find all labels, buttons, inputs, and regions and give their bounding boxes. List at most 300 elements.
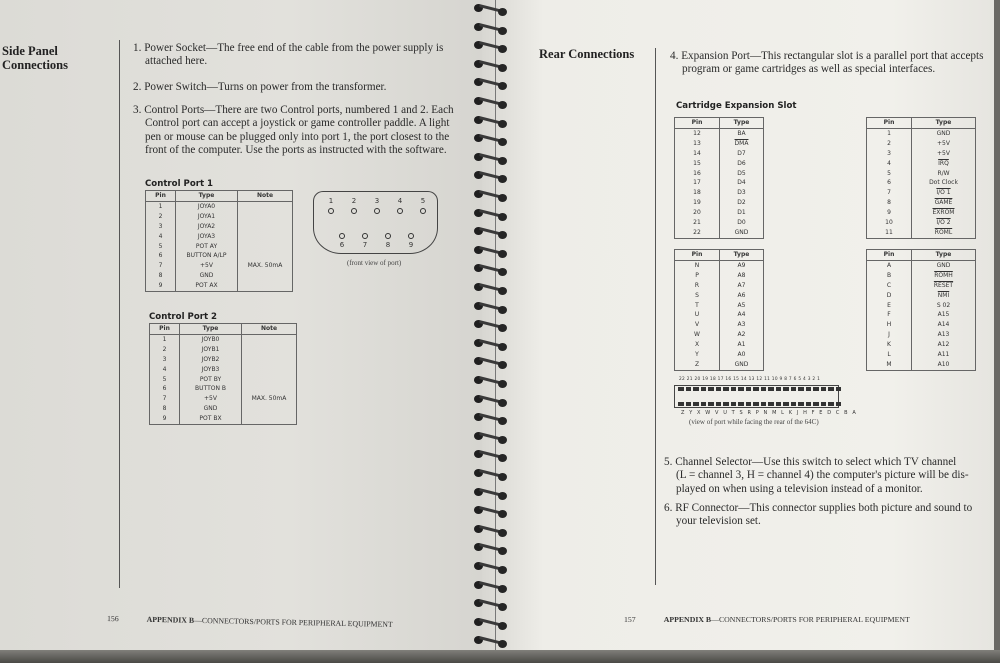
table-cell <box>242 334 297 344</box>
spiral-coil-icon <box>472 225 512 239</box>
table-row <box>867 178 976 188</box>
edge-contact-icon <box>836 402 842 406</box>
table-row <box>867 128 976 138</box>
table-cell: POT BY <box>180 375 242 385</box>
table-cell: 11 <box>867 228 912 238</box>
edge-contact-icon <box>738 387 744 391</box>
edge-contact-icon <box>723 387 729 391</box>
table-cell <box>242 384 297 394</box>
table-cell: 20 <box>675 208 720 218</box>
table-cell: 3 <box>150 355 180 365</box>
pin-hole-icon <box>328 208 334 214</box>
spiral-coil-icon <box>472 39 512 53</box>
table-cell: BA <box>720 128 764 138</box>
table-cell: A14 <box>912 320 976 330</box>
pin-hole-icon <box>385 233 391 239</box>
table-row <box>675 301 764 311</box>
edge-contact-icon <box>791 402 797 406</box>
table-row <box>150 345 297 355</box>
edge-contact-icon <box>678 387 684 391</box>
footer-title: —CONNECTORS/PORTS FOR PERIPHERAL EQUIPMENT <box>194 615 393 629</box>
edge-contact-icon <box>821 402 827 406</box>
spiral-coil-icon <box>472 634 512 648</box>
table-cell: 21 <box>675 218 720 228</box>
table-row <box>867 301 976 311</box>
table-cell: I/O 2 <box>912 218 976 228</box>
table-cell: A0 <box>720 350 764 360</box>
edge-contact-icon <box>768 402 774 406</box>
table-row <box>867 330 976 340</box>
table-cell: W <box>675 330 720 340</box>
table-cell: A7 <box>720 281 764 291</box>
edge-contact-icon <box>783 402 789 406</box>
edge-contact-icon <box>746 402 752 406</box>
column-header: Type <box>720 250 764 261</box>
table-cell: D7 <box>720 149 764 159</box>
table-cell: GND <box>720 360 764 370</box>
table-cell: JOYA1 <box>176 212 238 222</box>
column-header: Type <box>912 118 976 129</box>
spiral-coil-icon <box>472 114 512 128</box>
pin-number-label: 7 <box>362 241 368 249</box>
table-row <box>146 232 293 242</box>
table-row <box>150 334 297 344</box>
edge-contact-icon <box>731 387 737 391</box>
edge-contact-icon <box>821 387 827 391</box>
column-header: Pin <box>146 191 176 202</box>
table-row <box>867 260 976 270</box>
table-cell: A8 <box>720 271 764 281</box>
edge-contact-icon <box>693 387 699 391</box>
table-cell: JOYA3 <box>176 232 238 242</box>
table-cell: A4 <box>720 310 764 320</box>
table-row <box>675 208 764 218</box>
table-cell: 6 <box>150 384 180 394</box>
table-row <box>867 291 976 301</box>
spiral-coil-icon <box>472 355 512 369</box>
column-header: Type <box>720 118 764 129</box>
table-cell: N <box>675 260 720 270</box>
pin-hole-icon <box>408 233 414 239</box>
page-number: 157 <box>624 615 636 624</box>
table-cell: D6 <box>720 159 764 169</box>
spiral-coil-icon <box>472 244 512 258</box>
section-title-rear-connections: Rear Connections <box>539 47 635 61</box>
edge-contact-icon <box>813 387 819 391</box>
column-header: Type <box>180 324 242 335</box>
table-cell: JOYB3 <box>180 365 242 375</box>
table-cell: Y <box>675 350 720 360</box>
table-cell <box>242 414 297 424</box>
table-cell: T <box>675 301 720 311</box>
table-cell: 9 <box>150 414 180 424</box>
table-cell: 2 <box>867 139 912 149</box>
table-row <box>150 355 297 365</box>
table-cell: 1 <box>146 201 176 211</box>
table-cell: A6 <box>720 291 764 301</box>
table-cell <box>238 251 293 261</box>
item-control-ports <box>133 104 478 158</box>
spiral-coil-icon <box>472 467 512 481</box>
table-cell: I/O 1 <box>912 188 976 198</box>
page-edge <box>994 0 1000 663</box>
edge-contact-icon <box>783 387 789 391</box>
table-cell: MAX. 50mA <box>242 394 297 404</box>
spiral-coil-icon <box>472 207 512 221</box>
table-row <box>867 208 976 218</box>
cartridge-table-pins-a-m <box>866 249 976 371</box>
table-cell <box>242 355 297 365</box>
text-line: played on when using a television instead of a monitor. <box>676 482 923 495</box>
table-cell: Z <box>675 360 720 370</box>
table-cell <box>238 271 293 281</box>
text-line: 3. Control Ports—There are two Control ports, numbered 1 and 2. Each <box>133 104 454 116</box>
table-cell: 2 <box>150 345 180 355</box>
edge-contact-icon <box>836 387 842 391</box>
column-header: Note <box>242 324 297 335</box>
table-cell: JOYB2 <box>180 355 242 365</box>
table-row <box>675 149 764 159</box>
table-cell <box>238 201 293 211</box>
column-header: Type <box>912 250 976 261</box>
edge-top-pin-labels: 22 21 20 19 18 17 16 15 14 13 12 11 10 9 8 7 6 5 4 3 2 1 <box>679 377 821 382</box>
table-cell: JOYB0 <box>180 334 242 344</box>
pin-number-label: 5 <box>420 197 426 205</box>
text-line: attached here. <box>145 55 208 68</box>
spiral-coil-icon <box>472 579 512 593</box>
cartridge-table-pins-n-z <box>674 249 764 371</box>
table-cell <box>238 232 293 242</box>
footer-title: —CONNECTORS/PORTS FOR PERIPHERAL EQUIPMENT <box>711 615 910 624</box>
table-cell: +5V <box>176 261 238 271</box>
table-row <box>675 128 764 138</box>
spiral-coil-icon <box>472 151 512 165</box>
table-cell: 7 <box>146 261 176 271</box>
item-expansion-port <box>670 50 990 77</box>
table-cell: P <box>675 271 720 281</box>
table-cell: S 02 <box>912 301 976 311</box>
table-cell: EXROM <box>912 208 976 218</box>
spiral-coil-icon <box>472 300 512 314</box>
table-cell: 22 <box>675 228 720 238</box>
table-row <box>867 159 976 169</box>
spiral-coil-icon <box>472 374 512 388</box>
table-cell: 16 <box>675 169 720 179</box>
table-cell: +5V <box>912 149 976 159</box>
table-cell: A <box>867 260 912 270</box>
pin-number-label: 9 <box>408 241 414 249</box>
edge-contact-icon <box>716 387 722 391</box>
table-cell: 8 <box>146 271 176 281</box>
table-cell: 19 <box>675 198 720 208</box>
table-cell: 6 <box>146 251 176 261</box>
table-cell <box>238 281 293 291</box>
table-row <box>675 340 764 350</box>
table-cell <box>238 222 293 232</box>
spiral-coil-icon <box>472 169 512 183</box>
control-port-2-title: Control Port 2 <box>149 312 218 322</box>
table-cell: 6 <box>867 178 912 188</box>
edge-contact-icon <box>813 402 819 406</box>
table-row <box>146 212 293 222</box>
edge-contact-icon <box>761 387 767 391</box>
table-cell: $\overline{NMI}$ <box>912 291 976 301</box>
table-cell: 9 <box>867 208 912 218</box>
edge-contact-icon <box>753 387 759 391</box>
spiral-coil-icon <box>472 393 512 407</box>
table-cell: H <box>867 320 912 330</box>
edge-contact-icon <box>753 402 759 406</box>
table-cell: 18 <box>675 188 720 198</box>
spiral-coil-icon <box>472 21 512 35</box>
table-cell: MAX. 50mA <box>238 261 293 271</box>
column-header: Pin <box>867 118 912 129</box>
table-row <box>146 261 293 271</box>
table-row <box>867 218 976 228</box>
spiral-coil-icon <box>472 76 512 90</box>
table-cell: A9 <box>720 260 764 270</box>
column-header: Pin <box>867 250 912 261</box>
table-row <box>675 291 764 301</box>
table-cell: A5 <box>720 301 764 311</box>
table-cell: 10 <box>867 218 912 228</box>
spiral-coil-icon <box>472 504 512 518</box>
edge-contact-icon <box>798 402 804 406</box>
table-row <box>146 201 293 211</box>
control-port-1-title: Control Port 1 <box>145 179 214 189</box>
table-cell: 3 <box>146 222 176 232</box>
page-number: 156 <box>106 614 119 624</box>
margin-rule <box>119 40 120 588</box>
table-cell: 2 <box>146 212 176 222</box>
table-row <box>150 394 297 404</box>
column-header: Type <box>176 191 238 202</box>
table-cell: E <box>867 301 912 311</box>
spiral-coil-icon <box>472 318 512 332</box>
table-cell: D0 <box>720 218 764 228</box>
table-cell: POT AX <box>176 281 238 291</box>
appendix-label: APPENDIX B <box>146 614 195 625</box>
item-rf-connector <box>664 502 984 529</box>
edge-contact-icon <box>806 402 812 406</box>
edge-contact-icon <box>791 387 797 391</box>
table-row <box>867 350 976 360</box>
pin-hole-icon <box>362 233 368 239</box>
table-cell: POT AY <box>176 242 238 252</box>
item-channel-selector <box>664 456 984 496</box>
table-row <box>867 149 976 159</box>
table-cell <box>242 345 297 355</box>
column-header: Note <box>238 191 293 202</box>
table-cell: J <box>867 330 912 340</box>
table-cell: A15 <box>912 310 976 320</box>
cartridge-table-pins-1-11 <box>866 117 976 239</box>
pin-hole-icon <box>397 208 403 214</box>
table-cell: GND <box>912 260 976 270</box>
table-cell: L <box>867 350 912 360</box>
section-title-line: Connections <box>2 58 68 72</box>
pin-number-label: 6 <box>339 241 345 249</box>
table-row <box>150 414 297 424</box>
cartridge-table-pins-12-22 <box>674 117 764 239</box>
table-cell: 15 <box>675 159 720 169</box>
table-row <box>675 188 764 198</box>
text-line: your television set. <box>676 515 761 528</box>
text-line: program or game cartridges as well as special interfaces. <box>682 63 936 76</box>
edge-contact-icon <box>776 402 782 406</box>
edge-contact-icon <box>686 402 692 406</box>
section-title-side-panel <box>2 44 68 72</box>
edge-contact-icon <box>828 387 834 391</box>
table-cell: A11 <box>912 350 976 360</box>
table-row <box>146 281 293 291</box>
table-cell: R <box>675 281 720 291</box>
table-cell: D4 <box>720 178 764 188</box>
table-cell: A2 <box>720 330 764 340</box>
text-line: 2. Power Switch—Turns on power from the transformer. <box>133 81 387 93</box>
table-cell: A10 <box>912 360 976 370</box>
table-cell: ROMH <box>912 271 976 281</box>
table-cell <box>238 212 293 222</box>
table-cell: C <box>867 281 912 291</box>
table-cell <box>242 365 297 375</box>
spiral-coil-icon <box>472 281 512 295</box>
text-line: (L = channel 3, H = channel 4) the computer's picture will be dis- <box>676 469 969 482</box>
edge-contact-icon <box>828 402 834 406</box>
spiral-coil-icon <box>472 58 512 72</box>
edge-contact-icon <box>798 387 804 391</box>
edge-contact-icon <box>768 387 774 391</box>
right-page-157 <box>482 0 994 650</box>
table-cell: 3 <box>867 149 912 159</box>
table-row <box>675 360 764 370</box>
table-row <box>150 375 297 385</box>
table-cell: S <box>675 291 720 301</box>
pin-number-label: 1 <box>328 197 334 205</box>
table-row <box>867 188 976 198</box>
table-cell: BUTTON B <box>180 384 242 394</box>
table-cell: 1 <box>150 334 180 344</box>
port-diagram-caption: (front view of port) <box>347 259 402 267</box>
edge-contact-icon <box>701 402 707 406</box>
table-cell: 8 <box>150 404 180 414</box>
pin-hole-icon <box>420 208 426 214</box>
table-cell: ROML <box>912 228 976 238</box>
table-cell: D1 <box>720 208 764 218</box>
table-cell: POT BX <box>180 414 242 424</box>
pin-number-label: 4 <box>397 197 403 205</box>
table-cell <box>242 404 297 414</box>
table-row <box>867 320 976 330</box>
table-row <box>867 228 976 238</box>
table-cell: 5 <box>867 169 912 179</box>
text-line: Control port can accept a joystick or game controller paddle. A light <box>145 117 450 130</box>
column-header: Pin <box>675 118 720 129</box>
edge-contact-icon <box>738 402 744 406</box>
desk-shadow <box>0 650 1000 663</box>
table-row <box>150 404 297 414</box>
edge-bottom-pin-labels: Z Y X W V U T S R P N M L K J H F E D C B A <box>681 410 858 416</box>
edge-contact-icon <box>678 402 684 406</box>
table-cell: U <box>675 310 720 320</box>
table-cell: 9 <box>146 281 176 291</box>
edge-contact-icon <box>761 402 767 406</box>
spiral-coil-icon <box>472 486 512 500</box>
table-cell: +5V <box>912 139 976 149</box>
section-title-line: Side Panel <box>2 44 58 58</box>
table-cell: 7 <box>150 394 180 404</box>
spiral-coil-icon <box>472 430 512 444</box>
table-row <box>675 178 764 188</box>
table-row <box>146 251 293 261</box>
table-cell: 4 <box>150 365 180 375</box>
table-row <box>675 260 764 270</box>
table-cell: V <box>675 320 720 330</box>
spiral-coil-icon <box>472 262 512 276</box>
table-row <box>867 310 976 320</box>
table-row <box>675 139 764 149</box>
table-row <box>867 360 976 370</box>
table-cell: 1 <box>867 128 912 138</box>
table-row <box>867 198 976 208</box>
table-cell: 4 <box>146 232 176 242</box>
table-row <box>146 271 293 281</box>
text-line: front of the computer. Use the ports as instructed with the software. <box>145 144 447 157</box>
pin-number-label: 3 <box>374 197 380 205</box>
pin-number-label: 8 <box>385 241 391 249</box>
spiral-coil-icon <box>472 560 512 574</box>
page-footer-156 <box>107 614 393 629</box>
spiral-coil-icon <box>472 523 512 537</box>
table-row <box>675 228 764 238</box>
table-cell: GAME <box>912 198 976 208</box>
table-cell: JOYA0 <box>176 201 238 211</box>
pin-hole-icon <box>374 208 380 214</box>
table-row <box>675 310 764 320</box>
table-cell: R/W <box>912 169 976 179</box>
spiral-coil-icon <box>472 541 512 555</box>
edge-contact-icon <box>693 402 699 406</box>
item-power-socket <box>133 42 473 69</box>
table-cell: A3 <box>720 320 764 330</box>
table-cell: A13 <box>912 330 976 340</box>
edge-contact-icon <box>708 387 714 391</box>
table-row <box>867 281 976 291</box>
table-cell: RESET <box>912 281 976 291</box>
cartridge-slot-title: Cartridge Expansion Slot <box>676 101 797 111</box>
edge-contact-icon <box>723 402 729 406</box>
table-cell: X <box>675 340 720 350</box>
pin-hole-icon <box>339 233 345 239</box>
spiral-coil-icon <box>472 132 512 146</box>
edge-contact-icon <box>731 402 737 406</box>
edge-contact-icon <box>746 387 752 391</box>
table-cell: D5 <box>720 169 764 179</box>
table-cell: JOYA2 <box>176 222 238 232</box>
table-row <box>146 242 293 252</box>
edge-contact-icon <box>708 402 714 406</box>
edge-contact-icon <box>686 387 692 391</box>
table-cell: K <box>867 340 912 350</box>
text-line: 5. Channel Selector—Use this switch to select which TV channel <box>664 456 957 468</box>
table-cell: $\overline{IRQ}$ <box>912 159 976 169</box>
appendix-label: APPENDIX B <box>663 615 712 624</box>
table-row <box>146 222 293 232</box>
table-row <box>675 330 764 340</box>
control-port-1-table <box>145 190 293 292</box>
text-line: 6. RF Connector—This connector supplies both picture and sound to <box>664 502 973 514</box>
table-cell: 7 <box>867 188 912 198</box>
